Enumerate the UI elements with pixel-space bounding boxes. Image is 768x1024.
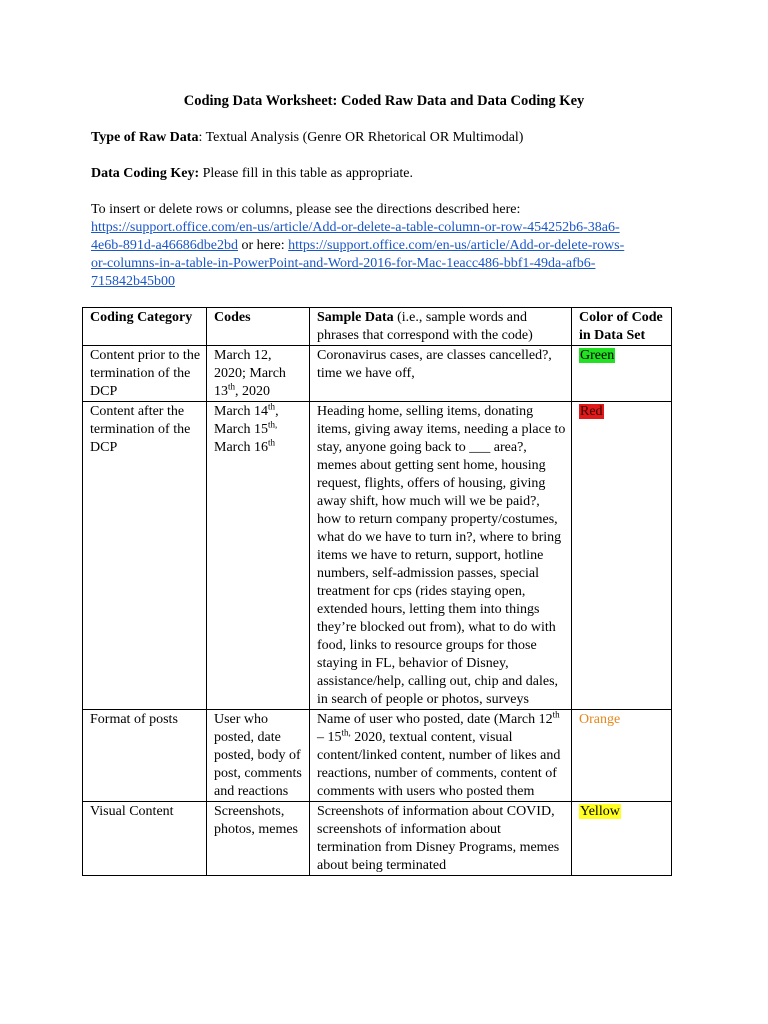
cell-color (572, 802, 672, 876)
sample-sup: th (552, 709, 560, 720)
cell-category: Visual Content (83, 802, 207, 876)
cell-sample (310, 710, 572, 802)
cell-color (572, 346, 672, 402)
sample-sup: th, (341, 727, 351, 738)
instructions-paragraph (91, 201, 681, 291)
cell-sample: Coronavirus cases, are classes cancelled?, time we have off, (310, 346, 572, 402)
coding-key-label: Data Coding Key: (91, 166, 200, 181)
raw-data-type-line (91, 129, 691, 147)
header-coding-category: Coding Category (83, 308, 207, 346)
codes-sup: th (268, 437, 276, 448)
header-sample-data-desc: (i.e., sample words and phrases that correspond with the code) (317, 310, 533, 343)
codes-text-tail: , (275, 404, 279, 419)
link-add-delete-rows-powerpoint-cont[interactable]: or-columns-in-a-table-in-PowerPoint-and-Word-2016-for-Mac-1eacc486-bbf1-49da-afb6- (91, 256, 596, 271)
or-here-text: or here: (237, 238, 289, 253)
codes-text: March 15 (214, 422, 269, 437)
cell-category: Content after the termination of the DCP (83, 402, 207, 710)
codes-text-end: , 2020 (235, 384, 271, 399)
sample-text: 2020, textual content, visual content/linked content, number of likes and reactions, number of comments, content of comments with users who posted them (317, 730, 561, 799)
cell-category: Content prior to the termination of the DCP (83, 346, 207, 402)
codes-text: March 14 (214, 404, 269, 419)
cell-sample: Screenshots of information about COVID, screenshots of information about termination from Disney Programs, memes about being terminated (310, 802, 572, 876)
color-label-orange: Orange (579, 712, 621, 727)
table-row (83, 346, 672, 402)
raw-data-value: : Textual Analysis (Genre OR Rhetorical OR Multimodal) (198, 130, 524, 145)
cell-codes: Screenshots, photos, memes (207, 802, 310, 876)
cell-category: Format of posts (83, 710, 207, 802)
link-add-delete-column-row-cont[interactable]: 4e6b-891d-a46686dbe2bd (91, 238, 238, 253)
table-row (83, 710, 672, 802)
header-sample-data-label: Sample Data (317, 310, 394, 325)
codes-sup: th (228, 381, 236, 392)
raw-data-label: Type of Raw Data (91, 130, 199, 145)
header-codes: Codes (207, 308, 310, 346)
cell-codes (207, 346, 310, 402)
table-header-row (83, 308, 672, 346)
table-row (83, 802, 672, 876)
link-add-delete-rows-powerpoint[interactable]: https://support.office.com/en-us/article/Add-or-delete-rows- (288, 238, 625, 253)
cell-color (572, 402, 672, 710)
table-row (83, 402, 672, 710)
coding-key-line (91, 165, 691, 183)
cell-color (572, 710, 672, 802)
sample-text: Name of user who posted, date (March 12 (317, 712, 553, 727)
link-add-delete-rows-powerpoint-end[interactable]: 715842b45b00 (91, 274, 175, 289)
color-badge-yellow: Yellow (580, 804, 620, 819)
codes-text: March 12, 2020; March 13 (214, 348, 286, 399)
document-title: Coding Data Worksheet: Coded Raw Data and Data Coding Key (183, 93, 585, 109)
link-add-delete-column-row[interactable]: https://support.office.com/en-us/article/Add-or-delete-a-table-column-or-row-454252b6-38a6- (91, 220, 620, 235)
codes-text: March 16 (214, 440, 269, 455)
cell-codes: User who posted, date posted, body of post, comments and reactions (207, 710, 310, 802)
color-badge-red: Red (580, 404, 603, 419)
data-coding-key-table (82, 307, 672, 876)
codes-sup: th (268, 401, 276, 412)
codes-sup: th, (268, 419, 278, 430)
sample-text: – 15 (317, 730, 342, 745)
header-color: Color of Code in Data Set (572, 308, 672, 346)
coding-key-value: Please fill in this table as appropriate. (199, 166, 413, 181)
cell-sample: Heading home, selling items, donating items, giving away items, needing a place to stay, anyone going back to ___ area?, memes about getting sent home, housing request, flights, offers of housing, giving away shift, how much will we be paid?, how to return company property/costumes, what do we have to turn in?, where to bring items we have to return, support, hotline numbers, self-admission passes, special treatment for cps (rides staying open, extended hours, letting them into things they’re blocked out from), what to do with food, links to resource groups for those staying in FL, behavior of Disney, assistance/help, calling out, chip and dales, in search of people or photos, surveys (310, 402, 572, 710)
header-sample-data (310, 308, 572, 346)
cell-codes (207, 402, 310, 710)
color-badge-green: Green (580, 348, 615, 363)
instructions-text: To insert or delete rows or columns, please see the directions described here: (91, 202, 521, 217)
